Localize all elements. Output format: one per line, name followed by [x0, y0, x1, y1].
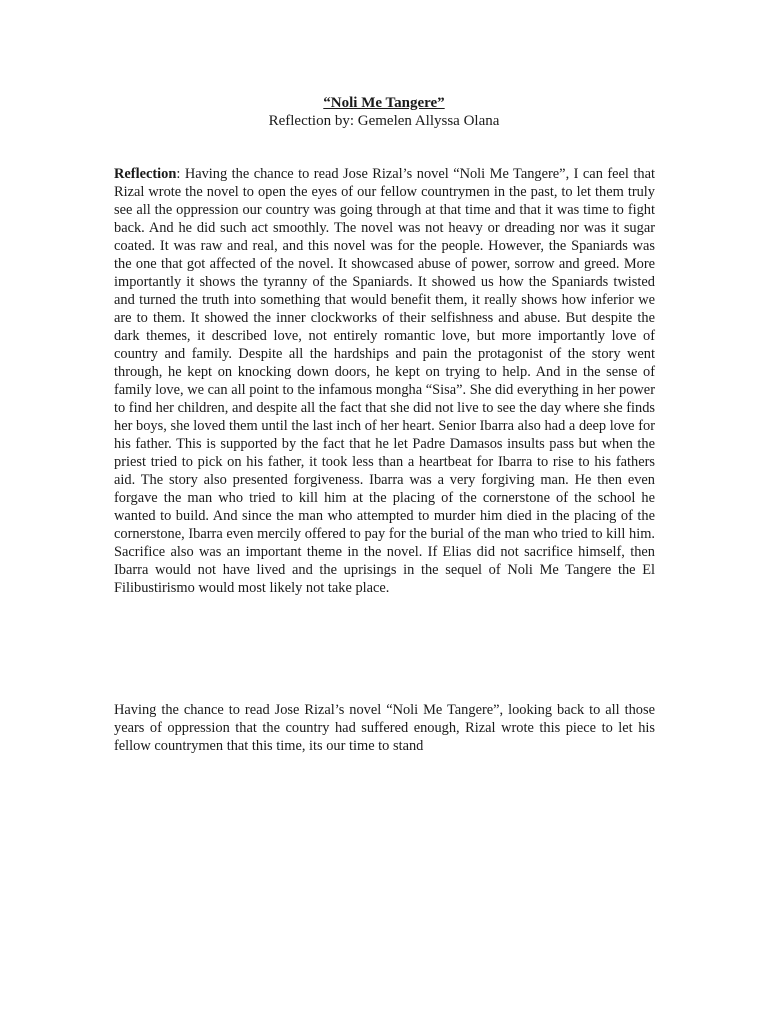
second-paragraph: Having the chance to read Jose Rizal’s novel “Noli Me Tangere”, looking back to all those years of oppression that the country had suffered enough, Rizal wrote this piece to let his fellow countrymen that this time, its our time to stand [114, 702, 655, 754]
reflection-paragraph-text: : Having the chance to read Jose Rizal’s novel “Noli Me Tangere”, I can feel that Rizal wrote the novel to open the eyes of our fellow countrymen in the past, to let them truly see all the oppression our country was going through at that time and that it was time to fight back. And he did such act smoothly. The novel was not heavy or dreading nor was it sugar coated. It was raw and real, and this novel was for the people. However, the Spaniards was the one that got affected of the novel. It showcased abuse of power, sorrow and greed. More importantly it shows the tyranny of the Spaniards. It showed us how the Spaniards twisted and turned the truth into something that would benefit them, it really shows how inferior we are to them. It showed the inner clockworks of their selfishness and abuse. But despite the dark themes, it described love, not entirely romantic love, but more importantly love of country and family. Despite all the hardships and pain the protagonist of the story went through, he kept on knocking down doors, he kept on trying to help. And in the sense of family love, we can all point to the infamous mongha “Sisa”. She did everything in her power to find her children, and despite all the fact that she did not live to see the day where she finds her boys, she loved them until the last inch of her heart. Senior Ibarra also had a deep love for his father. This is supported by the fact that he let Padre Damasos insults pass but when the priest tried to pick on his father, it took less than a heartbeat for Ibarra to rise to his fathers aid. The story also presented forgiveness. Ibarra was a very forgiving man. He then even forgave the man who tried to kill him at the placing of the cornerstone of the school he wanted to build. And since the man who attempted to murder him died in the placing of the cornerstone, Ibarra even mercily offered to pay for the burial of the man who tried to kill him. Sacrifice also was an important theme in the novel. If Elias did not sacrifice himself, then Ibarra would not have lived and the uprisings in the sequel of Noli Me Tangere the El Filibustirismo would most likely not take place. [114, 166, 655, 596]
reflection-paragraph [114, 165, 655, 597]
reflection-label: Reflection [114, 166, 177, 182]
document-title: “Noli Me Tangere” [323, 95, 445, 111]
document-subtitle: Reflection by: Gemelen Allyssa Olana [268, 113, 500, 129]
